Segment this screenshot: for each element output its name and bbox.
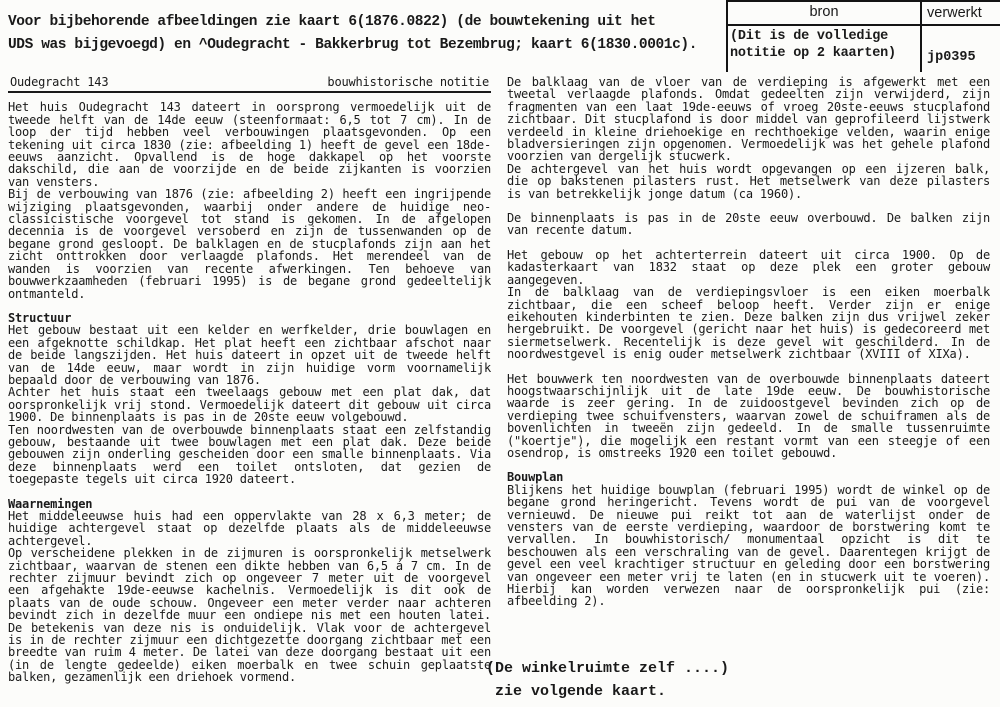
paragraph-verdiepingsvloer: In de balklaag van de verdiepingsvloer is een eiken moerbalk zichtbaar, die een scheef beloop heeft. Verder zijn er enige eikehouten kinderbinten te zien. Deze balken zijn dus vrijwel zeker hergebruikt. De voorgevel (gericht naar het huis) is gedecoreerd met siermetselwerk. Recentelijk is deze gevel wit geschilderd. In de noordwestgevel is enig ouder metselwerk zichtbaar (XVIII of XIXa). <box>507 285 990 362</box>
right-column <box>507 76 990 684</box>
paragraph-waarnemingen-2: Op verscheidene plekken in de zijmuren is oorspronkelijk metselwerk zichtbaar, waarvan de stenen een dikte hebben van 6,5 á 7 cm. In de rechter zijmuur bevindt zich op ongeveer 7 meter uit de voorgevel een afgehakte 19de-eeuwse kachelnis. Vermoedelijk is dit ook de plaats van de oude schouw. Ongeveer een meter verder naar achteren bevindt zich in dezelfde muur een ondiepe nis met een houten latei. De betekenis van deze nis is onduidelijk. Vlak voor de achtergevel is in de rechter zijmuur een dichtgezette doorgang zichtbaar met een breedte van ruim 4 meter. De latei van deze doorgang bestaat uit een (in de lengte gedeelde) eiken moerbalk en twee schuin geplaatste balken, gezamenlijk een driehoek vormend. <box>8 546 491 685</box>
paragraph-bouwwerk-noordwesten: Het bouwwerk ten noordwesten van de overbouwde binnenplaats dateert hoogstwaarschijnlijk uit de late 19de eeuw. De bouwhistorische waarde is zeer gering. In de zuidoostgevel bevinden zich op de verdieping twee schuifvensters, waarvan zowel de schuiframen als de bovenlichten in tweeën zijn gedeeld. In de smalle tussenruimte ("koertje"), die mogelijk een restant vormt van een steegje of een osendrop, is omstreeks 1920 een toilet gebouwd. <box>507 371 990 460</box>
stamp-table <box>726 0 1000 72</box>
top-note <box>8 11 753 57</box>
section-heading-waarnemingen: Waarnemingen <box>8 496 93 511</box>
footer-note-line1: (De winkelruimte zelf ....) <box>486 660 730 677</box>
left-column <box>8 76 491 684</box>
top-note-line1: Voor bijbehorende afbeeldingen zie kaart 6(1876.0822) (de bouwtekening uit het <box>8 14 656 30</box>
stamp-header-verwerkt: verwerkt <box>927 5 982 21</box>
paragraph-waarnemingen-1: Het middeleeuwse huis had een oppervlakte van 28 x 6,3 meter; de huidige achtergevel staat op dezelfde plaats als de middeleeuwse achtergevel. <box>8 509 491 548</box>
document-header <box>8 76 491 93</box>
paragraph-structuur-3: Ten noordwesten van de overbouwde binnenplaats staat een zelfstandig gebouw, bestaande uit twee bouwlagen met een plat dak. Deze beide gebouwen zijn onderling gescheiden door een smalle binnenplaats. Via deze binnenplaats werd een toilet ontsloten, dat gezien de toegepaste tegels uit circa 1920 dateert. <box>8 422 491 487</box>
paragraph-achterterrein: Het gebouw op het achterterrein dateert uit circa 1900. Op de kadasterkaart van 1832 staat op deze plek een groter gebouw aangegeven. <box>507 247 990 287</box>
paragraph-binnenplaats: De binnenplaats is pas in de 20ste eeuw overbouwd. De balken zijn van recente datum. <box>507 211 990 238</box>
paragraph-structuur-2: Achter het huis staat een tweelaags gebouw met een plat dak, dat oorspronkelijk vrij stond. Vermoedelijk dateert dit gebouw uit circa 1900. De binnenplaats is pas in de 20ste eeuw volgebouwd. <box>8 385 491 425</box>
paragraph-intro-1: Het huis Oudegracht 143 dateert in oorsprong vermoedelijk uit de tweede helft van de 14de eeuw (steenformaat: 6,5 tot 7 cm). In de loop der tijd hebben veel verbouwingen plaatsgevonden. Op een tekening uit circa 1830 (zie: afbeelding 1) heeft de gevel een 18de-eeuws aanzicht. Opvallend is de hoge dakkapel op het voorste dakschild, die aan de voorzijde en de beide zijkanten is voorzien van vensters. <box>8 100 491 189</box>
section-heading-structuur: Structuur <box>8 310 72 325</box>
stamp-table-header-row <box>728 2 1000 26</box>
footer-note <box>486 657 729 703</box>
section-heading-bouwplan: Bouwplan <box>507 470 564 485</box>
paragraph-balklaag: De balklaag van de vloer van de verdieping is afgewerkt met een tweetal verlaagde plafonds. Omdat gedeelten zijn verwijderd, zijn fragmenten van een laat 19de-eeuws of vroeg 20ste-eeuws stucplafond zichtbaar. Dit stucplafond is door middel van geprofileerd lijstwerk verdeeld in kleine driehoekige en rechthoekige velden, waarin enige bladversieringen zijn opgenomen. Vermoedelijk was het gehele plafond voorzien van dergelijk stucwerk. <box>507 75 990 164</box>
document-title: Oudegracht 143 <box>10 75 109 89</box>
top-note-line2: UDS was bijgevoegd) en ^Oudegracht - Bakkerbrug tot Bezembrug; kaart 6(1830.0001c). <box>8 37 698 53</box>
paragraph-achtergevel: De achtergevel van het huis wordt opgevangen op een ijzeren balk, die op bakstenen pilasters rust. Het metselwerk van deze pilasters is van betrekkelijk jonge datum (ca 1960). <box>507 161 990 201</box>
paragraph-structuur-1: Het gebouw bestaat uit een kelder en werfkelder, drie bouwlagen en een afgeknotte schildkap. Het plat heeft een zichtbaar afschot naar de beide langszijden. Het huis dateert in opzet uit de tweede helft van de 14de eeuw, maar wordt in zijn huidige vorm voornamelijk bepaald door de verbouwing van 1876. <box>8 323 491 387</box>
footer-note-line2: zie volgende kaart. <box>495 683 667 700</box>
document-body <box>8 76 990 684</box>
stamp-header-bron: bron <box>728 2 922 24</box>
paragraph-bouwplan: Blijkens het huidige bouwplan (februari 1995) wordt de winkel op de begane grond heringericht. Tevens wordt de pui van de voorgevel vernieuwd. De nieuwe pui reikt tot aan de waterlijst onder de vensters van de eerste verdieping, waardoor de borstwering komt te vervallen. In bouwhistorisch/ monumentaal opzicht is dit te beschouwen als een verschraling van de gevel. Daarentegen krijgt de gevel een veel krachtiger structuur en geleding door een borstwering van ongeveer een meter vrij te laten (en in stucwerk uit te voeren). Hierbij kan worden verwezen naar de oorspronkelijk pui (zie: afbeelding 2). <box>507 482 990 609</box>
stamp-table-value-row <box>728 26 1000 72</box>
paragraph-intro-2: Bij de verbouwing van 1876 (zie: afbeelding 2) heeft een ingrijpende wijziging plaatsgevonden, waarbij onder andere de huidige neo-classicistische voorgevel tot stand is gekomen. In de afgelopen decennia is de voorgevel versoberd en zijn de tussenwanden op de begane grond gesloopt. De balklagen en de stucplafonds zijn aan het zicht onttrokken door verlaagde plafonds. Het merendeel van de wanden is voorzien van recente afwerkingen. Ten behoeve van bouwwerkzaamheden (februari 1995) is de begane grond gedeeltelijk ontmanteld. <box>8 187 491 301</box>
stamp-bron-value: (Dit is de volledige notitie op 2 kaarten) <box>728 26 922 72</box>
stamp-verwerkt-value: jp0395 <box>927 50 976 65</box>
document-type-label: bouwhistorische notitie <box>327 75 489 89</box>
